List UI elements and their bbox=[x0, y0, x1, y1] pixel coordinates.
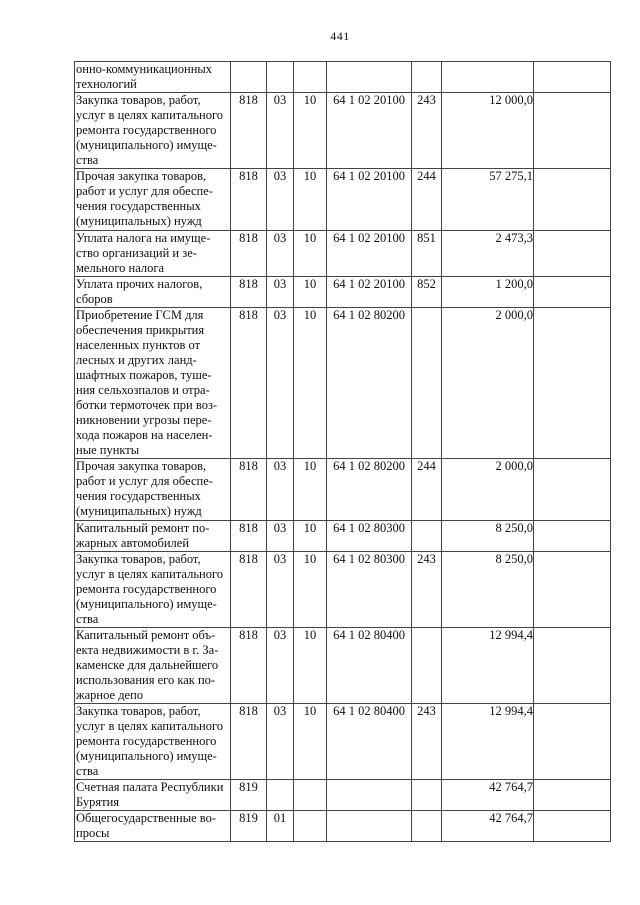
table-row bbox=[75, 811, 611, 842]
cell-amount: 12 994,4 bbox=[442, 704, 534, 780]
cell-expense-type bbox=[412, 628, 442, 704]
cell-subsection: 10 bbox=[294, 459, 327, 521]
table-row bbox=[75, 628, 611, 704]
cell-expense-type: 243 bbox=[412, 552, 442, 628]
cell-expense-type: 243 bbox=[412, 704, 442, 780]
cell-grbs: 818 bbox=[231, 169, 267, 231]
cell-grbs bbox=[231, 62, 267, 93]
cell-name: Уплата прочих налогов, сборов bbox=[75, 277, 231, 308]
cell-subsection: 10 bbox=[294, 552, 327, 628]
cell-section: 03 bbox=[267, 628, 294, 704]
cell-name: Закупка товаров, работ, услуг в целях капитального ремонта государственного (муниципального) имуще-ства bbox=[75, 552, 231, 628]
table-row bbox=[75, 780, 611, 811]
cell-grbs: 819 bbox=[231, 780, 267, 811]
cell-name: Капитальный ремонт по-жарных автомобилей bbox=[75, 521, 231, 552]
table-row bbox=[75, 704, 611, 780]
cell-subsection: 10 bbox=[294, 277, 327, 308]
cell-subsection: 10 bbox=[294, 704, 327, 780]
cell-name: онно-коммуникационных технологий bbox=[75, 62, 231, 93]
table-row bbox=[75, 169, 611, 231]
cell-extra bbox=[534, 811, 611, 842]
cell-section: 03 bbox=[267, 277, 294, 308]
cell-expense-type bbox=[412, 62, 442, 93]
cell-extra bbox=[534, 780, 611, 811]
cell-expense-type bbox=[412, 308, 442, 459]
cell-amount: 2 473,3 bbox=[442, 231, 534, 277]
cell-name: Уплата налога на имуще-ство организаций и зе-мельного налога bbox=[75, 231, 231, 277]
cell-target-article bbox=[327, 62, 412, 93]
cell-extra bbox=[534, 628, 611, 704]
table-row bbox=[75, 521, 611, 552]
cell-name: Счетная палата Республики Бурятия bbox=[75, 780, 231, 811]
cell-target-article: 64 1 02 80200 bbox=[327, 308, 412, 459]
cell-target-article: 64 1 02 80300 bbox=[327, 552, 412, 628]
cell-amount: 42 764,7 bbox=[442, 811, 534, 842]
table-row bbox=[75, 459, 611, 521]
cell-section: 03 bbox=[267, 521, 294, 552]
cell-amount: 1 200,0 bbox=[442, 277, 534, 308]
cell-target-article: 64 1 02 20100 bbox=[327, 277, 412, 308]
cell-expense-type: 851 bbox=[412, 231, 442, 277]
cell-subsection: 10 bbox=[294, 628, 327, 704]
cell-target-article: 64 1 02 20100 bbox=[327, 93, 412, 169]
cell-section: 03 bbox=[267, 308, 294, 459]
cell-grbs: 818 bbox=[231, 459, 267, 521]
cell-subsection: 10 bbox=[294, 521, 327, 552]
cell-extra bbox=[534, 277, 611, 308]
cell-subsection: 10 bbox=[294, 231, 327, 277]
cell-name: Прочая закупка товаров, работ и услуг для обеспе-чения государственных (муниципальных) нужд bbox=[75, 459, 231, 521]
cell-name: Закупка товаров, работ, услуг в целях капитального ремонта государственного (муниципального) имуще-ства bbox=[75, 704, 231, 780]
cell-name: Прочая закупка товаров, работ и услуг для обеспе-чения государственных (муниципальных) нужд bbox=[75, 169, 231, 231]
table-row bbox=[75, 62, 611, 93]
cell-target-article bbox=[327, 811, 412, 842]
cell-grbs: 818 bbox=[231, 521, 267, 552]
table-row bbox=[75, 231, 611, 277]
cell-section: 01 bbox=[267, 811, 294, 842]
table-row bbox=[75, 552, 611, 628]
cell-section: 03 bbox=[267, 459, 294, 521]
cell-amount: 12 994,4 bbox=[442, 628, 534, 704]
cell-grbs: 818 bbox=[231, 308, 267, 459]
page-number: 441 bbox=[330, 29, 350, 43]
cell-extra bbox=[534, 231, 611, 277]
cell-grbs: 818 bbox=[231, 277, 267, 308]
cell-target-article: 64 1 02 80400 bbox=[327, 628, 412, 704]
cell-amount: 8 250,0 bbox=[442, 521, 534, 552]
cell-extra bbox=[534, 459, 611, 521]
cell-grbs: 818 bbox=[231, 552, 267, 628]
cell-extra bbox=[534, 93, 611, 169]
cell-section: 03 bbox=[267, 93, 294, 169]
cell-subsection: 10 bbox=[294, 308, 327, 459]
cell-grbs: 818 bbox=[231, 704, 267, 780]
cell-amount: 8 250,0 bbox=[442, 552, 534, 628]
cell-amount bbox=[442, 62, 534, 93]
cell-target-article: 64 1 02 20100 bbox=[327, 231, 412, 277]
table-row bbox=[75, 308, 611, 459]
table-row bbox=[75, 93, 611, 169]
cell-target-article bbox=[327, 780, 412, 811]
cell-amount: 2 000,0 bbox=[442, 459, 534, 521]
cell-expense-type: 852 bbox=[412, 277, 442, 308]
cell-amount: 12 000,0 bbox=[442, 93, 534, 169]
cell-extra bbox=[534, 521, 611, 552]
budget-table bbox=[74, 61, 611, 842]
cell-name: Капитальный ремонт объ-екта недвижимости в г. За-каменске для дальнейшего использования его как по-жарное депо bbox=[75, 628, 231, 704]
cell-subsection: 10 bbox=[294, 169, 327, 231]
cell-extra bbox=[534, 169, 611, 231]
cell-target-article: 64 1 02 80200 bbox=[327, 459, 412, 521]
cell-extra bbox=[534, 308, 611, 459]
cell-name: Закупка товаров, работ, услуг в целях капитального ремонта государственного (муниципального) имуще-ства bbox=[75, 93, 231, 169]
cell-section: 03 bbox=[267, 552, 294, 628]
cell-name: Общегосударственные во-просы bbox=[75, 811, 231, 842]
cell-section: 03 bbox=[267, 231, 294, 277]
cell-target-article: 64 1 02 20100 bbox=[327, 169, 412, 231]
cell-expense-type bbox=[412, 780, 442, 811]
cell-section: 03 bbox=[267, 169, 294, 231]
cell-target-article: 64 1 02 80300 bbox=[327, 521, 412, 552]
cell-expense-type bbox=[412, 811, 442, 842]
cell-amount: 2 000,0 bbox=[442, 308, 534, 459]
cell-extra bbox=[534, 62, 611, 93]
cell-section: 03 bbox=[267, 704, 294, 780]
cell-extra bbox=[534, 552, 611, 628]
cell-amount: 42 764,7 bbox=[442, 780, 534, 811]
cell-subsection: 10 bbox=[294, 93, 327, 169]
cell-grbs: 818 bbox=[231, 628, 267, 704]
cell-section bbox=[267, 780, 294, 811]
cell-section bbox=[267, 62, 294, 93]
cell-expense-type: 244 bbox=[412, 169, 442, 231]
table-row bbox=[75, 277, 611, 308]
cell-grbs: 818 bbox=[231, 231, 267, 277]
cell-expense-type: 243 bbox=[412, 93, 442, 169]
cell-name: Приобретение ГСМ для обеспечения прикрытия населенных пунктов от лесных и других ланд-шафтных пожаров, туше-ния сельхозпалов и отра-ботки термоточек при воз-никновении угрозы пере-хода пожаров на населен-ные пункты bbox=[75, 308, 231, 459]
cell-subsection bbox=[294, 811, 327, 842]
cell-target-article: 64 1 02 80400 bbox=[327, 704, 412, 780]
cell-subsection bbox=[294, 62, 327, 93]
cell-expense-type: 244 bbox=[412, 459, 442, 521]
cell-subsection bbox=[294, 780, 327, 811]
cell-grbs: 818 bbox=[231, 93, 267, 169]
cell-grbs: 819 bbox=[231, 811, 267, 842]
cell-expense-type bbox=[412, 521, 442, 552]
cell-amount: 57 275,1 bbox=[442, 169, 534, 231]
cell-extra bbox=[534, 704, 611, 780]
